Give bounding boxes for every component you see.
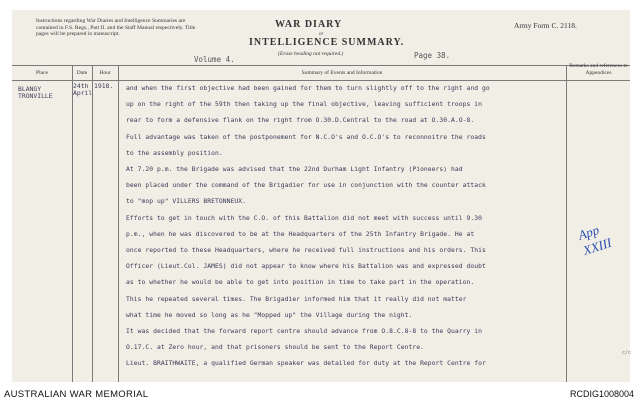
- summary-line: been placed under the command of the Brigadier for use in conjunction with the counter attack: [126, 182, 486, 190]
- volume-number: Volume 4.: [194, 55, 235, 64]
- summary-line: p.m., when he was discovered to be at the Headquarters of the 25th Infantry Brigade. He at: [126, 230, 475, 238]
- column-header-date: Date: [76, 70, 88, 76]
- summary-line: This he repeated several times. The Brigadier informed him that it really did not matter: [126, 295, 467, 303]
- diary-sheet: [12, 10, 630, 382]
- summary-line: to the assembly position.: [126, 149, 223, 157]
- summary-line: Efforts to get in touch with the C.O. of this Battalion did not meet with success until 9.30: [126, 214, 482, 222]
- entry-place: BLANGY TRONVILLE: [18, 85, 53, 100]
- summary-line: Lieut. BRAITHWAITE, a qualified German speaker was detailed for duty at the Report Centre for: [126, 360, 486, 368]
- summary-line: It was decided that the forward report centre should advance from O.8.C.8-8 to the Quarry in: [126, 328, 482, 335]
- column-header-hour: Hour: [99, 70, 111, 76]
- entry-hour: 1918.: [94, 82, 114, 90]
- column-header-summary: Summary of Events and Information: [301, 70, 383, 76]
- header-top-rule: [12, 65, 630, 66]
- entry-date: 24th April: [73, 82, 93, 97]
- instructions-note: Instructions regarding War Diaries and Intelligence Summaries are contained in F.S. Regs., Part II. and the Staff Manual respectively. Title pages will be prepared in manuscript.: [36, 18, 196, 38]
- summary-line: At 7.20 p.m. the Brigade was advised that the 22nd Durham Light Infantry (Pioneers) had: [126, 166, 463, 173]
- appendix-reference: App XXIII: [576, 222, 614, 258]
- summary-line: O.17.C. at Zero hour, and that prisoners should be sent to the Report Centre.: [126, 344, 424, 352]
- summary-line: to "mop up" VILLERS BRETONNEUX.: [126, 198, 246, 206]
- diary-title: WAR DIARY: [275, 19, 343, 30]
- page-number: Page 38.: [414, 51, 451, 60]
- column-rule-hour: [118, 65, 119, 382]
- record-id: RCDIG1008004: [569, 389, 634, 399]
- summary-line: what time he moved so long as he "Mopped up" the Village during the night.: [126, 311, 413, 319]
- header-bottom-rule: [12, 80, 630, 81]
- column-rule-summary: [566, 65, 567, 382]
- summary-line: once reported to these Headquarters, where he received full instructions and his orders. This: [126, 247, 486, 254]
- summary-line: Full advantage was taken of the postponement for N.C.O's and O.C.O's to reconnoitre the roads: [126, 133, 486, 141]
- column-header-remarks: Remarks and references to Appendices: [569, 63, 628, 76]
- column-rule-date: [92, 65, 93, 382]
- erase-note: (Erase heading not required.): [278, 51, 344, 57]
- column-rule-place: [72, 65, 73, 382]
- column-header-place: Place: [36, 70, 48, 76]
- title-or: or: [319, 32, 324, 37]
- summary-line: up on the right of the 59th then taking up the final objective, leaving sufficient troops in: [126, 101, 482, 109]
- archive-credit: AUSTRALIAN WAR MEMORIAL: [4, 389, 149, 400]
- margin-note: c/c: [622, 350, 632, 356]
- summary-line: as to whether he would be able to get into position in time to take part in the operation.: [126, 279, 475, 287]
- summary-title: INTELLIGENCE SUMMARY.: [249, 37, 405, 48]
- summary-line: rear to form a defensive flank on the right from O.30.D.Central to the road at O.30.A.O-8.: [126, 117, 475, 125]
- army-form-number: Army Form C. 2118.: [514, 21, 577, 30]
- summary-line: Officer (Lieut.Col. JAMES) did not appear to know where his Battalion was and expressed doubt: [126, 263, 486, 271]
- summary-line: and when the first objective had been gained for them to turn slightly off to the right and go: [126, 85, 490, 92]
